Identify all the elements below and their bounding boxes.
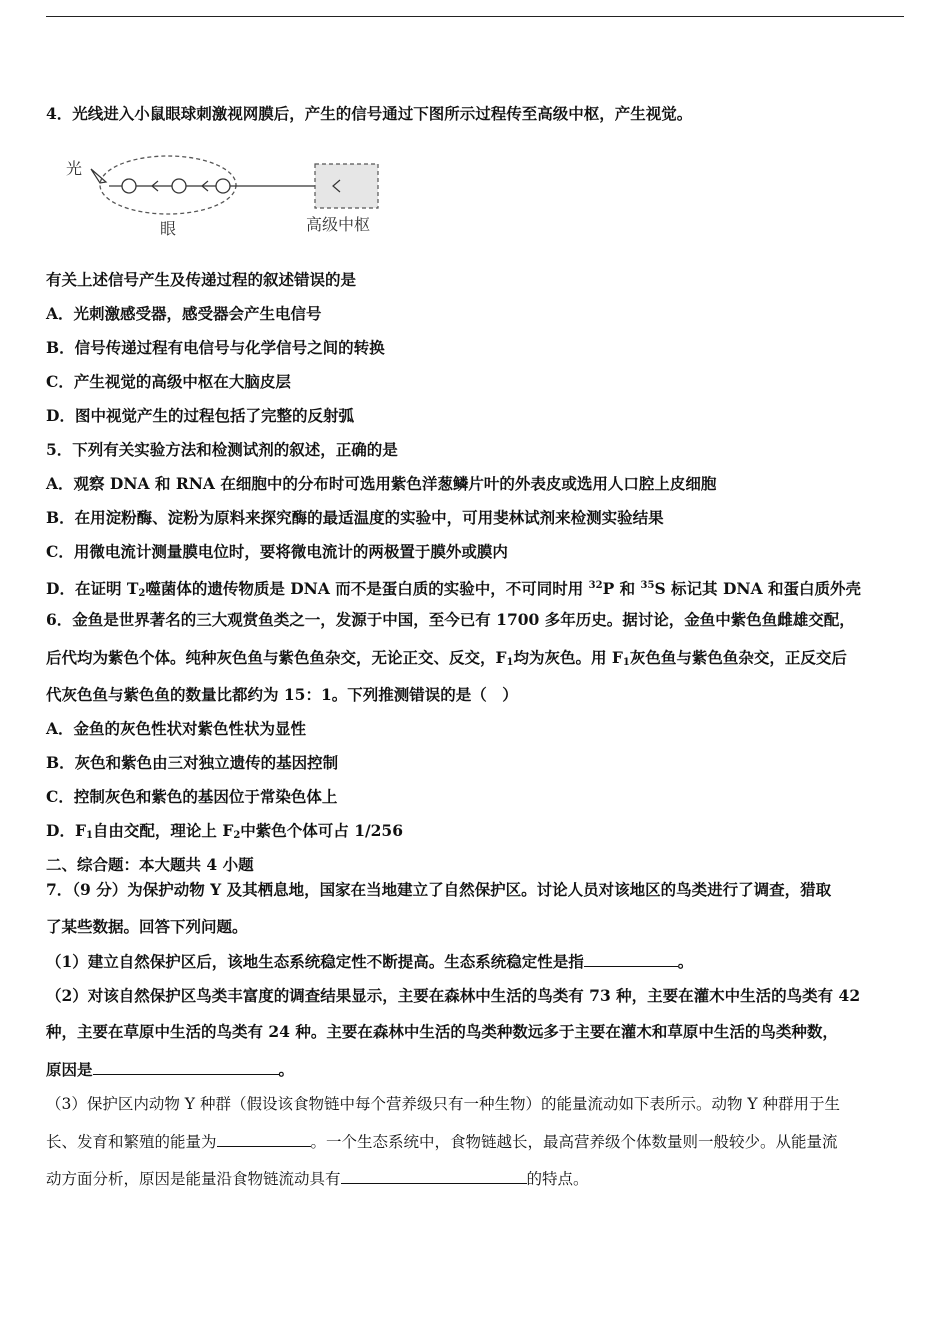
neuron-2	[172, 179, 186, 193]
q7-part3-line3: 动方面分析，原因是能量沿食物链流动具有 的特点。	[46, 1170, 589, 1188]
q7-part2-line1: （2）对该自然保护区鸟类丰富度的调查结果显示，主要在森林中生活的鸟类有 73 种，主要在灌木中生活的鸟类有 42	[46, 986, 861, 1005]
neuron-3	[216, 179, 230, 193]
q6-stem-line3: 代灰色鱼与紫色鱼的数量比都约为 15：1。下列推测错误的是（ ）	[46, 685, 518, 704]
q5-stem: 5．下列有关实验方法和检测试剂的叙述，正确的是	[46, 440, 398, 459]
q6-option-b: B．灰色和紫色由三对独立遗传的基因控制	[46, 753, 339, 772]
answer-blank-3[interactable]	[217, 1131, 311, 1147]
header-rule	[46, 16, 904, 17]
q4-question: 有关上述信号产生及传递过程的叙述错误的是	[46, 270, 357, 289]
higher-center-label: 高级中枢	[306, 215, 371, 234]
q5-option-b: B．在用淀粉酶、淀粉为原料来探究酶的最适温度的实验中，可用斐林试剂来检测实验结果	[46, 508, 664, 527]
q4-option-d: D．图中视觉产生的过程包括了完整的反射弧	[46, 406, 354, 425]
q5-option-d: D．在证明 $T_2$噬菌体的遗传物质是 DNA 而不是蛋白质的实验中，不可同时用 $^{32}$P 和 $^{35}$S 标记其 DNA 和蛋白质外壳	[46, 579, 861, 599]
visual-pathway-diagram	[62, 150, 392, 242]
q6-stem-line2: 后代均为紫色个体。纯种灰色鱼与紫色鱼杂交，无论正交、反交，$F_1$均为灰色。用 $F_1$灰色鱼与紫色鱼杂交，正反交后	[46, 648, 847, 668]
q6-option-a: A．金鱼的灰色性状对紫色性状为显性	[46, 719, 307, 738]
q7-stem-line2: 了某些数据。回答下列问题。	[46, 917, 248, 936]
q4-option-c: C．产生视觉的高级中枢在大脑皮层	[46, 372, 291, 391]
q6-stem-line1: 6．金鱼是世界著名的三大观赏鱼类之一，发源于中国，至今已有 1700 多年历史。据讨论，金鱼中紫色鱼雌雄交配，	[46, 610, 855, 629]
q6-option-c: C．控制灰色和紫色的基因位于常染色体上	[46, 787, 338, 806]
q4-option-b: B．信号传递过程有电信号与化学信号之间的转换	[46, 338, 385, 357]
answer-blank-1[interactable]	[584, 951, 678, 967]
higher-center-box	[315, 164, 378, 208]
q7-part2-line3: 原因是 。	[46, 1060, 295, 1079]
q4-option-a: A．光刺激感受器，感受器会产生电信号	[46, 304, 322, 323]
q7-part3-line2: 长、发育和繁殖的能量为 。一个生态系统中，食物链越长，最高营养级个体数量则一般较少。从能量流	[46, 1133, 838, 1151]
q6-option-d: D．$F_1$自由交配，理论上 $F_2$中紫色个体可占 1/256	[46, 821, 403, 841]
answer-blank-4[interactable]	[341, 1168, 527, 1184]
q7-part3-line1: （3）保护区内动物 Y 种群（假设该食物链中每个营养级只有一种生物）的能量流动如下表所示。动物 Y 种群用于生	[46, 1095, 841, 1113]
light-label: 光	[66, 159, 83, 178]
q5-option-c: C．用微电流计测量膜电位时，要将微电流计的两极置于膜外或膜内	[46, 542, 508, 561]
q7-part2-line2: 种，主要在草原中生活的鸟类有 24 种。主要在森林中生活的鸟类种数远多于主要在灌木和草原中生活的鸟类种数，	[46, 1022, 838, 1041]
q5-option-a: A．观察 DNA 和 RNA 在细胞中的分布时可选用紫色洋葱鳞片叶的外表皮或选用人口腔上皮细胞	[46, 474, 717, 493]
eye-label: 眼	[160, 219, 177, 238]
q7-part1: （1）建立自然保护区后，该地生态系统稳定性不断提高。生态系统稳定性是指 。	[46, 952, 694, 971]
answer-blank-2[interactable]	[93, 1059, 279, 1075]
q4-stem: 4．光线进入小鼠眼球刺激视网膜后，产生的信号通过下图所示过程传至高级中枢，产生视觉。	[46, 104, 693, 123]
neuron-1	[122, 179, 136, 193]
q7-stem-line1: 7．（9 分）为保护动物 Y 及其栖息地，国家在当地建立了自然保护区。讨论人员对该地区的鸟类进行了调查，猎取	[46, 880, 832, 899]
section-heading: 二、综合题：本大题共 4 小题	[46, 855, 254, 874]
